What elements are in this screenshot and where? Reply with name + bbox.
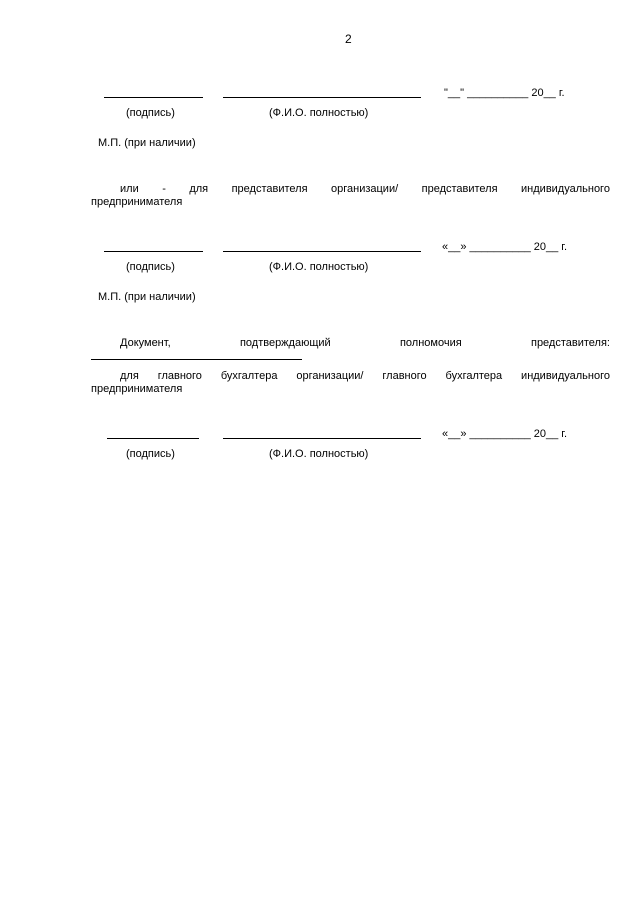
full-name-line — [223, 438, 421, 439]
word: Документ, — [120, 337, 171, 349]
word: главного — [157, 370, 202, 382]
word: главного — [382, 370, 427, 382]
representative-intro-continuation: предпринимателя — [91, 196, 183, 208]
signature-caption: (подпись) — [126, 107, 175, 119]
signature-line — [104, 251, 203, 252]
word: индивидуального — [521, 183, 610, 195]
chief-accountant-line — [120, 370, 610, 382]
word: представителя: — [530, 337, 610, 349]
word: - — [162, 183, 166, 195]
word: подтверждающий — [239, 337, 331, 349]
word: индивидуального — [521, 370, 610, 382]
name-caption: (Ф.И.О. полностью) — [269, 261, 369, 273]
word: организации/ — [331, 183, 399, 195]
word: или — [120, 183, 139, 195]
stamp-note: М.П. (при наличии) — [98, 137, 196, 149]
date-field: "__" __________ 20__ г. — [444, 87, 565, 99]
word: для — [120, 370, 139, 382]
signature-line — [104, 97, 203, 98]
word: бухгалтера — [220, 370, 278, 382]
authority-document-line-blank — [91, 359, 302, 360]
representative-intro-line — [120, 183, 610, 195]
word: полномочия — [399, 337, 462, 349]
name-caption: (Ф.И.О. полностью) — [269, 107, 369, 119]
word: представителя — [231, 183, 308, 195]
word: представителя — [421, 183, 498, 195]
full-name-line — [223, 251, 421, 252]
date-field: «__» __________ 20__ г. — [442, 428, 568, 440]
signature-line — [107, 438, 199, 439]
stamp-note: М.П. (при наличии) — [98, 291, 196, 303]
full-name-line — [223, 97, 421, 98]
signature-caption: (подпись) — [126, 448, 175, 460]
name-caption: (Ф.И.О. полностью) — [269, 448, 369, 460]
chief-accountant-continuation: предпринимателя — [91, 383, 183, 395]
word: бухгалтера — [445, 370, 503, 382]
authority-document-line — [120, 337, 610, 349]
word: для — [189, 183, 209, 195]
page-number: 2 — [345, 32, 352, 46]
signature-caption: (подпись) — [126, 261, 175, 273]
word: организации/ — [296, 370, 364, 382]
date-field: «__» __________ 20__ г. — [442, 241, 568, 253]
